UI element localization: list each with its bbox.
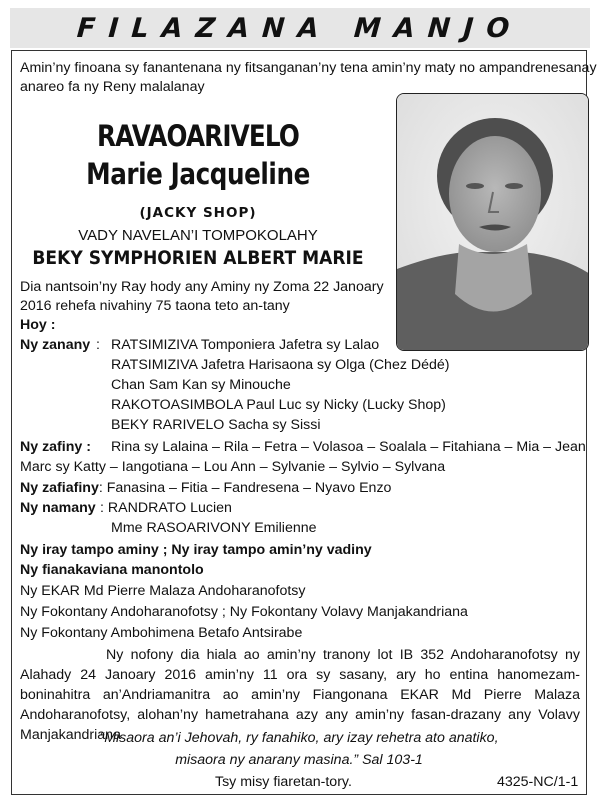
zanany-item: RAKOTOASIMBOLA Paul Luc sy Nicky (Lucky Shop) bbox=[111, 397, 446, 413]
spouse-name: BEKY SYMPHORIEN ALBERT MARIE bbox=[32, 247, 364, 269]
namany-label: Ny namany bbox=[20, 500, 96, 516]
intro-text: Amin’ny finoana sy fanantenana ny fitsanganan’ny tena amin’ny maty no ampandrenesanay bbox=[20, 60, 597, 76]
deceased-given-names: Marie Jacqueline bbox=[86, 157, 310, 191]
zanany-item: BEKY RARIVELO Sacha sy Sissi bbox=[111, 417, 321, 433]
deceased-nickname: (JACKY SHOP) bbox=[139, 205, 257, 221]
deceased-surname: RAVAOARIVELO bbox=[97, 119, 299, 153]
zafiny-label: Ny zafiny : bbox=[20, 439, 91, 455]
other-mourner: Ny Fokontany Ambohimena Betafo Antsirabe bbox=[20, 625, 303, 641]
fianakaviana: Ny fianakaviana manontolo bbox=[20, 562, 204, 578]
quote-line1: “Misaora an’i Jehovah, ry fanahiko, ary izay rehetra ato anatiko, bbox=[99, 730, 499, 746]
zanany-colon: : bbox=[96, 337, 100, 353]
zafiny-line2: Marc sy Katty – Iangotiana – Lou Ann – Sylvanie – Sylvio – Sylvana bbox=[20, 459, 446, 475]
death-notice-line1: Dia nantsoin’ny Ray hody any Aminy ny Zoma 22 Janoary bbox=[20, 279, 384, 295]
namany-item: : RANDRATO Lucien bbox=[100, 500, 232, 516]
quote-line2: misaora ny anarany masina.” Sal 103-1 bbox=[175, 752, 423, 768]
footer-note: Tsy misy fiaretan-tory. bbox=[215, 774, 352, 790]
reference-code: 4325-NC/1-1 bbox=[497, 774, 579, 790]
zanany-label: Ny zanany bbox=[20, 337, 91, 353]
namany-item: Mme RASOARIVONY Emilienne bbox=[111, 520, 317, 536]
zafiny-line1: Rina sy Lalaina – Rila – Fetra – Volasoa – Soalala – Fitahiana – Mia – Jean bbox=[111, 439, 586, 455]
other-mourner: Ny Fokontany Andoharanofotsy ; Ny Fokontany Volavy Manjakandriana bbox=[20, 604, 468, 620]
portrait-photo bbox=[396, 93, 589, 351]
zanany-item: RATSIMIZIVA Jafetra Harisaona sy Olga (Chez Dédé) bbox=[111, 357, 450, 373]
obituary-box bbox=[11, 50, 597, 795]
death-notice-line2: 2016 rehefa nivahiny 75 taona teto an-tany bbox=[20, 298, 290, 314]
notice-title: FILAZANA MANJO bbox=[76, 12, 524, 44]
notice-header bbox=[10, 8, 590, 48]
spouse-label: VADY NAVELAN’I TOMPOKOLAHY bbox=[78, 227, 318, 244]
zafiafiny-row bbox=[20, 479, 391, 497]
intro-text-line2: anareo fa ny Reny malalanay bbox=[20, 79, 205, 95]
funeral-details: Ny nofony dia hiala ao amin’ny tranony lot IB 352 Andoharanofotsy ny Alahady 24 Janoary 2016 amin’ny 11 ora sy sasany, ary ho entina hanomezam-boninahitra an’Andriamanitra ao amin’ny Fiangonana EKAR Md Pierre Malaza Andoharanofotsy, alohan’ny hametrahana azy any amin’ny fasan-drazany any Volavy Manjakandriana bbox=[20, 647, 580, 743]
zafiafiny-label: Ny zafiafiny bbox=[20, 480, 99, 496]
iray-tampo: Ny iray tampo aminy ; Ny iray tampo amin’ny vadiny bbox=[20, 542, 372, 558]
hoy-label: Hoy : bbox=[20, 317, 56, 333]
zafiafiny-names: : Fanasina – Fitia – Fandresena – Nyavo Enzo bbox=[98, 480, 392, 496]
portrait-icon bbox=[397, 94, 589, 351]
other-mourner: Ny EKAR Md Pierre Malaza Andoharanofotsy bbox=[20, 583, 306, 599]
zanany-item: Chan Sam Kan sy Minouche bbox=[111, 377, 291, 393]
zanany-item: RATSIMIZIVA Tomponiera Jafetra sy Lalao bbox=[111, 337, 380, 353]
